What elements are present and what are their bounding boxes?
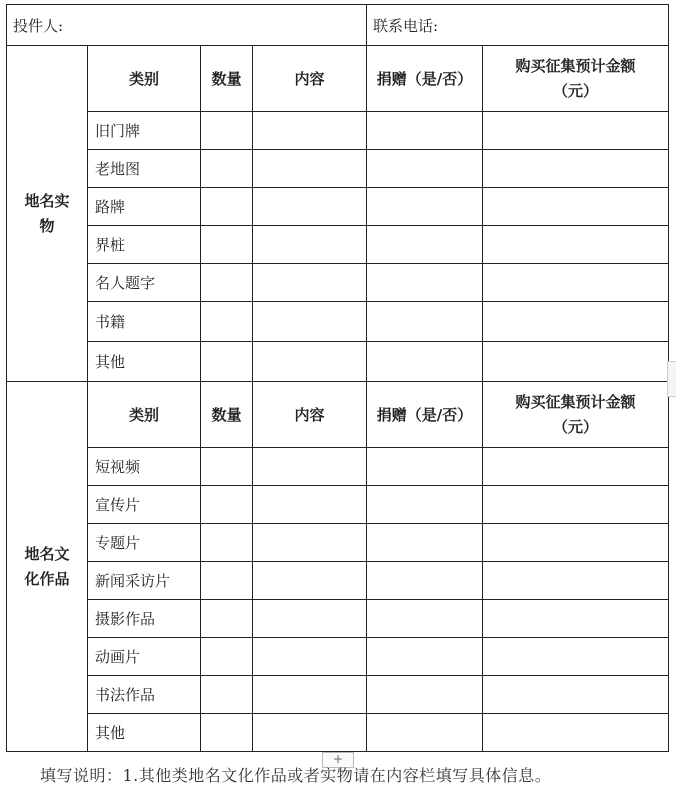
- quantity-cell[interactable]: [201, 714, 253, 752]
- category-cell: 老地图: [88, 150, 201, 188]
- donate-cell[interactable]: [367, 342, 483, 382]
- quantity-cell[interactable]: [201, 226, 253, 264]
- col-donate: 捐赠（是/否）: [367, 46, 483, 112]
- quantity-cell[interactable]: [201, 112, 253, 150]
- donate-cell[interactable]: [367, 188, 483, 226]
- amount-cell[interactable]: [483, 562, 669, 600]
- amount-cell[interactable]: [483, 524, 669, 562]
- content-cell[interactable]: [253, 486, 367, 524]
- table-row: [7, 676, 669, 714]
- quantity-cell[interactable]: [201, 562, 253, 600]
- table-row: [7, 112, 669, 150]
- col-amount-line2: （元）: [552, 417, 598, 436]
- donate-cell[interactable]: [367, 714, 483, 752]
- category-cell: 其他: [88, 714, 201, 752]
- category-cell: 其他: [88, 342, 201, 382]
- donate-cell[interactable]: [367, 638, 483, 676]
- section-label-line1: 地名实: [24, 191, 70, 210]
- donate-cell[interactable]: [367, 112, 483, 150]
- section-label: [7, 46, 88, 382]
- amount-cell[interactable]: [483, 188, 669, 226]
- table-row: [7, 342, 669, 382]
- content-cell[interactable]: [253, 264, 367, 302]
- table-row: [7, 600, 669, 638]
- quantity-cell[interactable]: [201, 342, 253, 382]
- phone-field[interactable]: [367, 5, 669, 46]
- column-header-row: [7, 46, 669, 112]
- quantity-cell[interactable]: [201, 638, 253, 676]
- content-cell[interactable]: [253, 448, 367, 486]
- amount-cell[interactable]: [483, 226, 669, 264]
- content-cell[interactable]: [253, 150, 367, 188]
- category-cell: 书籍: [88, 302, 201, 342]
- col-content: 内容: [253, 46, 367, 112]
- instruction-note: 填写说明：1.其他类地名文化作品或者实物请在内容栏填写具体信息。: [40, 766, 552, 785]
- category-cell: 新闻采访片: [88, 562, 201, 600]
- header-row: [7, 5, 669, 46]
- donate-cell[interactable]: [367, 226, 483, 264]
- table-row: [7, 524, 669, 562]
- quantity-cell[interactable]: [201, 524, 253, 562]
- content-cell[interactable]: [253, 342, 367, 382]
- amount-cell[interactable]: [483, 150, 669, 188]
- table-row: [7, 562, 669, 600]
- category-cell: 路牌: [88, 188, 201, 226]
- col-quantity: 数量: [201, 382, 253, 448]
- submission-form-table: [6, 4, 669, 752]
- category-cell: 短视频: [88, 448, 201, 486]
- col-content: 内容: [253, 382, 367, 448]
- category-cell: 旧门牌: [88, 112, 201, 150]
- category-cell: 宣传片: [88, 486, 201, 524]
- content-cell[interactable]: [253, 638, 367, 676]
- quantity-cell[interactable]: [201, 448, 253, 486]
- donate-cell[interactable]: [367, 150, 483, 188]
- table-row: [7, 226, 669, 264]
- table-row: [7, 302, 669, 342]
- donate-cell[interactable]: [367, 562, 483, 600]
- quantity-cell[interactable]: [201, 600, 253, 638]
- category-cell: 界桩: [88, 226, 201, 264]
- content-cell[interactable]: [253, 676, 367, 714]
- quantity-cell[interactable]: [201, 188, 253, 226]
- table-row: [7, 188, 669, 226]
- amount-cell[interactable]: [483, 302, 669, 342]
- category-cell: 专题片: [88, 524, 201, 562]
- content-cell[interactable]: [253, 562, 367, 600]
- quantity-cell[interactable]: [201, 676, 253, 714]
- amount-cell[interactable]: [483, 676, 669, 714]
- col-quantity: 数量: [201, 46, 253, 112]
- amount-cell[interactable]: [483, 600, 669, 638]
- table-row: [7, 486, 669, 524]
- content-cell[interactable]: [253, 188, 367, 226]
- amount-cell[interactable]: [483, 112, 669, 150]
- donate-cell[interactable]: [367, 524, 483, 562]
- add-row-button[interactable]: +: [322, 752, 354, 768]
- amount-cell[interactable]: [483, 264, 669, 302]
- table-row: [7, 448, 669, 486]
- donate-cell[interactable]: [367, 600, 483, 638]
- donate-cell[interactable]: [367, 448, 483, 486]
- table-row: [7, 638, 669, 676]
- section-label-line2: 化作品: [24, 569, 70, 588]
- section-label-line1: 地名文: [24, 544, 70, 563]
- content-cell[interactable]: [253, 302, 367, 342]
- amount-cell[interactable]: [483, 448, 669, 486]
- table-row: [7, 714, 669, 752]
- amount-cell[interactable]: [483, 714, 669, 752]
- content-cell[interactable]: [253, 714, 367, 752]
- table-row: [7, 150, 669, 188]
- donate-cell[interactable]: [367, 486, 483, 524]
- category-cell: 名人题字: [88, 264, 201, 302]
- col-category: 类别: [88, 382, 201, 448]
- col-amount: [483, 382, 669, 448]
- section-label: [7, 382, 88, 752]
- category-cell: 摄影作品: [88, 600, 201, 638]
- category-cell: 书法作品: [88, 676, 201, 714]
- amount-cell[interactable]: [483, 342, 669, 382]
- table-row: [7, 264, 669, 302]
- submitter-label: 投件人:: [13, 16, 64, 35]
- amount-cell[interactable]: [483, 638, 669, 676]
- col-category: 类别: [88, 46, 201, 112]
- col-amount: [483, 46, 669, 112]
- section-label-line2: 物: [39, 216, 55, 235]
- donate-cell[interactable]: [367, 302, 483, 342]
- donate-cell[interactable]: [367, 264, 483, 302]
- quantity-cell[interactable]: [201, 264, 253, 302]
- content-cell[interactable]: [253, 600, 367, 638]
- submitter-field[interactable]: [7, 5, 367, 46]
- col-amount-line1: 购买征集预计金额: [515, 392, 636, 411]
- quantity-cell[interactable]: [201, 486, 253, 524]
- donate-cell[interactable]: [367, 676, 483, 714]
- side-handle[interactable]: [667, 361, 676, 397]
- phone-label: 联系电话:: [373, 16, 439, 35]
- amount-cell[interactable]: [483, 486, 669, 524]
- category-cell: 动画片: [88, 638, 201, 676]
- content-cell[interactable]: [253, 112, 367, 150]
- col-amount-line2: （元）: [552, 81, 598, 100]
- content-cell[interactable]: [253, 226, 367, 264]
- content-cell[interactable]: [253, 524, 367, 562]
- col-donate: 捐赠（是/否）: [367, 382, 483, 448]
- quantity-cell[interactable]: [201, 150, 253, 188]
- column-header-row: [7, 382, 669, 448]
- col-amount-line1: 购买征集预计金额: [515, 56, 636, 75]
- quantity-cell[interactable]: [201, 302, 253, 342]
